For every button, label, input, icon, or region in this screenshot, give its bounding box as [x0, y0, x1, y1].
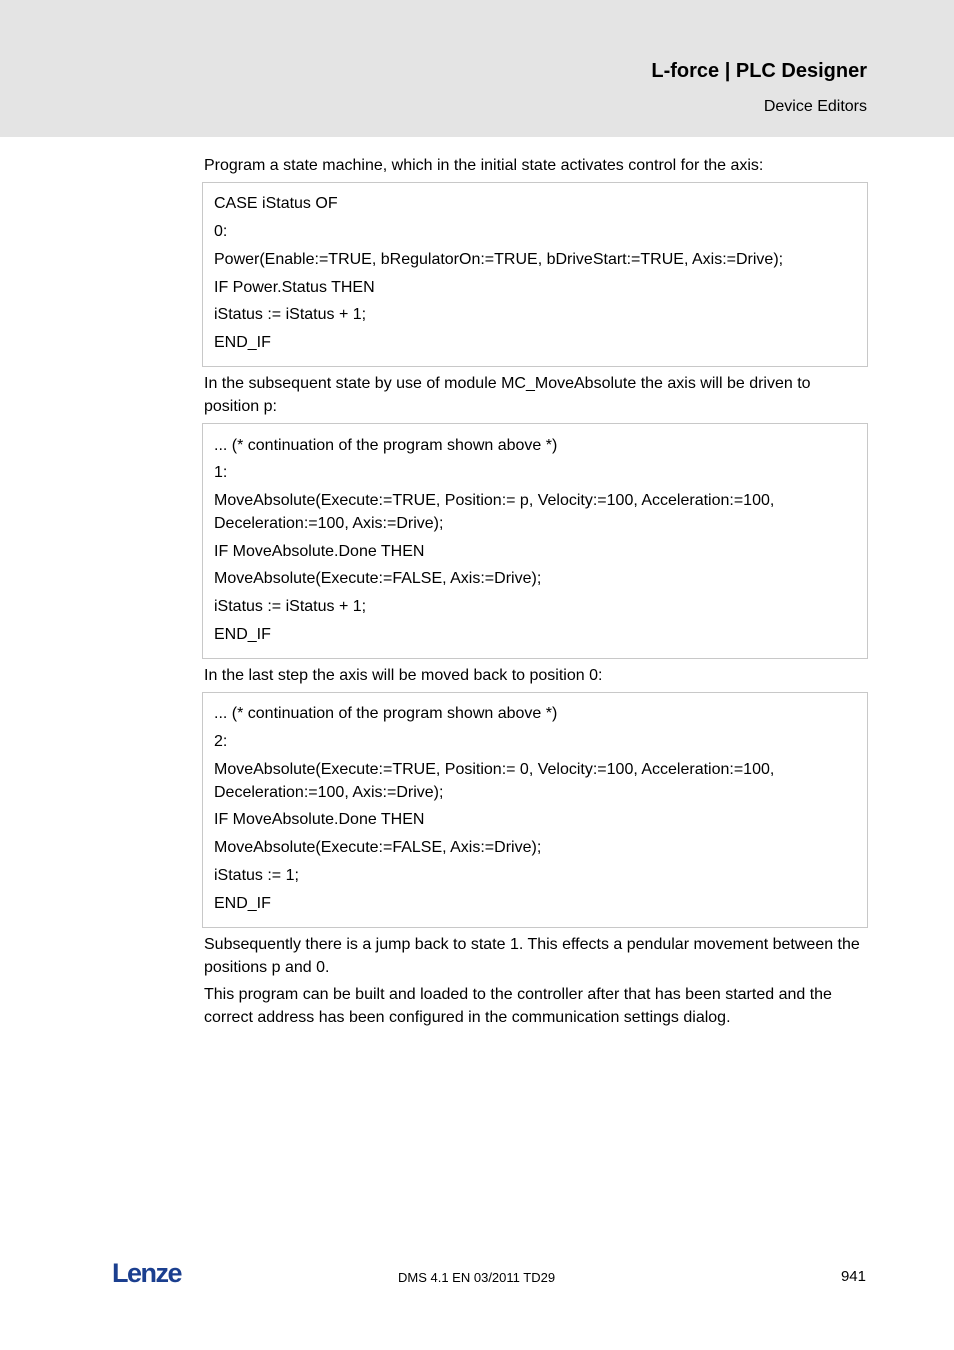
code-line: ... (* continuation of the program shown above *): [214, 437, 558, 454]
code-line: 1:: [214, 464, 228, 481]
code-block-initial-state: [202, 182, 868, 367]
code-line: IF MoveAbsolute.Done THEN: [214, 543, 425, 560]
code-line: iStatus := iStatus + 1;: [214, 598, 367, 615]
last-step-paragraph: In the last step the axis will be moved back to position 0:: [204, 667, 603, 684]
code-block-state-2: [202, 692, 868, 928]
intro-paragraph: Program a state machine, which in the initial state activates control for the axis:: [204, 157, 764, 174]
page-number: 941: [840, 1268, 866, 1285]
code-line: MoveAbsolute(Execute:=TRUE, Position:= p, Velocity:=100, Acceleration:=100, Deceleration:=100, Axis:=Drive);: [214, 492, 775, 532]
code-line: END_IF: [214, 626, 271, 643]
document-title: L-force | PLC Designer: [651, 60, 867, 82]
code-line: MoveAbsolute(Execute:=TRUE, Position:= 0, Velocity:=100, Acceleration:=100, Deceleration:=100, Axis:=Drive);: [214, 761, 775, 801]
document-id: DMS 4.1 EN 03/2011 TD29: [398, 1270, 556, 1285]
code-line: MoveAbsolute(Execute:=FALSE, Axis:=Drive);: [214, 570, 542, 587]
section-title: Device Editors: [763, 98, 867, 115]
svg-text:Lenze: Lenze: [112, 1260, 182, 1288]
code-line: iStatus := 1;: [214, 867, 299, 884]
code-line: END_IF: [214, 334, 271, 351]
code-line: IF MoveAbsolute.Done THEN: [214, 811, 425, 828]
code-line: CASE iStatus OF: [214, 195, 338, 212]
code-line: MoveAbsolute(Execute:=FALSE, Axis:=Drive);: [214, 839, 542, 856]
build-load-paragraph: This program can be built and loaded to the controller after that has been started and the correct address has been configured in the communication settings dialog.: [204, 986, 832, 1026]
pendular-movement-paragraph: Subsequently there is a jump back to state 1. This effects a pendular movement between the positions p and 0.: [204, 936, 860, 976]
code-line: 0:: [214, 223, 228, 240]
code-line: ... (* continuation of the program shown above *): [214, 705, 558, 722]
code-line: Power(Enable:=TRUE, bRegulatorOn:=TRUE, bDriveStart:=TRUE, Axis:=Drive);: [214, 251, 784, 268]
code-line: END_IF: [214, 895, 271, 912]
code-block-state-1: [202, 423, 868, 659]
subsequent-state-paragraph: In the subsequent state by use of module MC_MoveAbsolute the axis will be driven to position p:: [204, 375, 811, 415]
code-line: IF Power.Status THEN: [214, 279, 375, 296]
page-header: [0, 0, 954, 137]
code-line: iStatus := iStatus + 1;: [214, 306, 367, 323]
code-line: 2:: [214, 733, 228, 750]
lenze-logo: [112, 1260, 192, 1293]
